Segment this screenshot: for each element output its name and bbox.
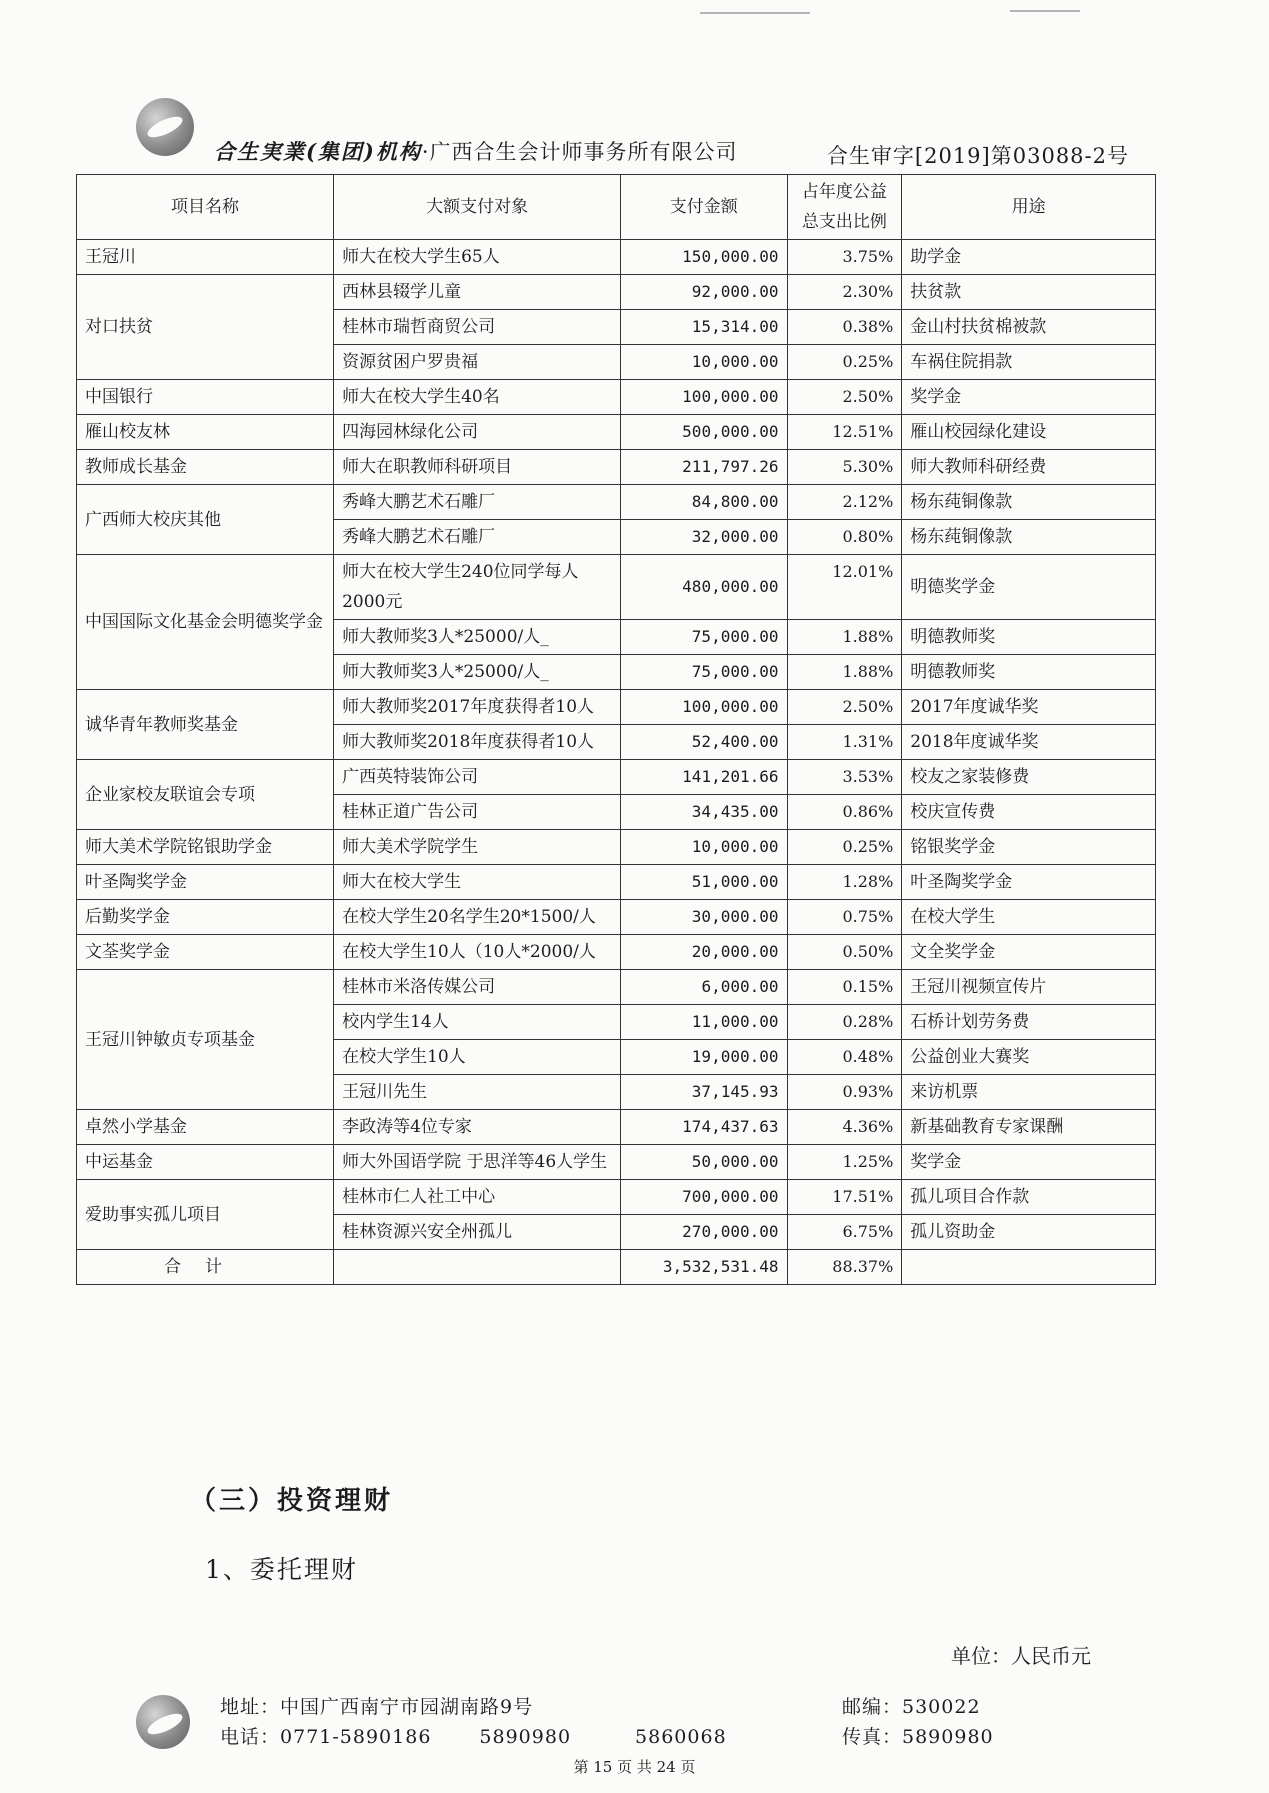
percentage-cell: 0.48% <box>787 1040 902 1075</box>
payee-cell: 在校大学生10人（10人*2000/人 <box>334 935 621 970</box>
footer-fax: 传真：5890980 <box>842 1726 994 1748</box>
footer-phone-1: 0771-5890186 <box>280 1726 432 1748</box>
payee-cell: 王冠川先生 <box>334 1075 621 1110</box>
usage-cell: 奖学金 <box>902 1145 1156 1180</box>
total-label: 合计 <box>77 1250 334 1285</box>
firm-name-header <box>214 136 738 166</box>
percentage-cell: 3.53% <box>787 760 902 795</box>
amount-cell: 150,000.00 <box>621 240 787 275</box>
page-number: 第 15 页 共 24 页 <box>573 1758 696 1776</box>
amount-cell: 270,000.00 <box>621 1215 787 1250</box>
amount-cell: 84,800.00 <box>621 485 787 520</box>
percentage-cell: 0.50% <box>787 935 902 970</box>
table-row <box>77 900 1156 935</box>
col-header-project: 项目名称 <box>77 175 334 240</box>
amount-cell: 10,000.00 <box>621 345 787 380</box>
usage-cell: 明德教师奖 <box>902 620 1156 655</box>
percentage-cell: 0.28% <box>787 1005 902 1040</box>
table-row <box>77 555 1156 620</box>
amount-cell: 32,000.00 <box>621 520 787 555</box>
payee-cell: 师大教师奖3人*25000/人_ <box>334 655 621 690</box>
payee-cell: 校内学生14人 <box>334 1005 621 1040</box>
percentage-cell: 2.50% <box>787 380 902 415</box>
usage-cell: 校友之家装修费 <box>902 760 1156 795</box>
project-name-cell: 卓然小学基金 <box>77 1110 334 1145</box>
project-name-cell: 企业家校友联谊会专项 <box>77 760 334 830</box>
project-name-cell: 王冠川钟敏贞专项基金 <box>77 970 334 1110</box>
payee-cell: 师大在校大学生240位同学每人2000元 <box>334 555 621 620</box>
footer-postcode: 邮编：530022 <box>842 1696 981 1718</box>
table-row <box>77 415 1156 450</box>
payee-cell: 师大在校大学生40名 <box>334 380 621 415</box>
payee-cell: 秀峰大鹏艺术石雕厂 <box>334 520 621 555</box>
col-header-payee: 大额支付对象 <box>334 175 621 240</box>
amount-cell: 92,000.00 <box>621 275 787 310</box>
total-percentage: 88.37% <box>787 1250 902 1285</box>
payee-cell: 桂林市米洛传媒公司 <box>334 970 621 1005</box>
amount-cell: 500,000.00 <box>621 415 787 450</box>
usage-cell: 新基础教育专家课酬 <box>902 1110 1156 1145</box>
payee-cell: 资源贫困户罗贵福 <box>334 345 621 380</box>
amount-cell: 211,797.26 <box>621 450 787 485</box>
payee-cell: 桂林资源兴安全州孤儿 <box>334 1215 621 1250</box>
payee-cell: 师大在职教师科研项目 <box>334 450 621 485</box>
total-payee-empty <box>334 1250 621 1285</box>
table-header-row <box>77 175 1156 240</box>
amount-cell: 19,000.00 <box>621 1040 787 1075</box>
table-row <box>77 760 1156 795</box>
firm-name: ·广西合生会计师事务所有限公司 <box>421 140 738 164</box>
percentage-cell: 3.75% <box>787 240 902 275</box>
amount-cell: 700,000.00 <box>621 1180 787 1215</box>
percentage-cell: 2.12% <box>787 485 902 520</box>
payee-cell: 师大教师奖3人*25000/人_ <box>334 620 621 655</box>
footer-phones <box>220 1722 727 1749</box>
amount-cell: 100,000.00 <box>621 380 787 415</box>
total-row <box>77 1250 1156 1285</box>
payee-cell: 桂林市瑞哲商贸公司 <box>334 310 621 345</box>
footer-logo <box>136 1695 190 1749</box>
amount-cell: 50,000.00 <box>621 1145 787 1180</box>
col-header-usage: 用途 <box>902 175 1156 240</box>
project-name-cell: 文荃奖学金 <box>77 935 334 970</box>
usage-cell: 来访机票 <box>902 1075 1156 1110</box>
project-name-cell: 王冠川 <box>77 240 334 275</box>
project-name-cell: 教师成长基金 <box>77 450 334 485</box>
percentage-cell: 6.75% <box>787 1215 902 1250</box>
scan-artifact <box>1010 10 1080 12</box>
project-name-cell: 中运基金 <box>77 1145 334 1180</box>
project-name-cell: 诚华青年教师奖基金 <box>77 690 334 760</box>
firm-logo <box>136 98 194 156</box>
amount-cell: 20,000.00 <box>621 935 787 970</box>
percentage-cell: 1.28% <box>787 865 902 900</box>
subsection-heading: 1、委托理财 <box>205 1555 358 1584</box>
amount-cell: 52,400.00 <box>621 725 787 760</box>
percentage-cell: 17.51% <box>787 1180 902 1215</box>
percentage-cell: 0.93% <box>787 1075 902 1110</box>
expenditure-table <box>76 174 1156 1285</box>
usage-cell: 2018年度诚华奖 <box>902 725 1156 760</box>
table-row <box>77 275 1156 310</box>
amount-cell: 15,314.00 <box>621 310 787 345</box>
percentage-cell: 1.31% <box>787 725 902 760</box>
payee-cell: 师大教师奖2017年度获得者10人 <box>334 690 621 725</box>
amount-cell: 100,000.00 <box>621 690 787 725</box>
footer-phone-3: 5860068 <box>635 1726 727 1748</box>
payee-cell: 西林县辍学儿童 <box>334 275 621 310</box>
percentage-cell: 5.30% <box>787 450 902 485</box>
total-usage-empty <box>902 1250 1156 1285</box>
percentage-cell: 12.01% <box>787 555 902 620</box>
percentage-cell: 0.75% <box>787 900 902 935</box>
percentage-cell: 1.88% <box>787 620 902 655</box>
amount-cell: 480,000.00 <box>621 555 787 620</box>
amount-cell: 174,437.63 <box>621 1110 787 1145</box>
footer-phone-2: 5890980 <box>479 1726 572 1748</box>
footer-phone-label: 电话： <box>220 1726 281 1748</box>
percentage-cell: 2.30% <box>787 275 902 310</box>
payee-cell: 在校大学生20名学生20*1500/人 <box>334 900 621 935</box>
payee-cell: 师大在校大学生65人 <box>334 240 621 275</box>
payee-cell: 秀峰大鹏艺术石雕厂 <box>334 485 621 520</box>
col-header-amount: 支付金额 <box>621 175 787 240</box>
amount-cell: 11,000.00 <box>621 1005 787 1040</box>
percentage-cell: 0.38% <box>787 310 902 345</box>
usage-cell: 文全奖学金 <box>902 935 1156 970</box>
usage-cell: 助学金 <box>902 240 1156 275</box>
amount-cell: 37,145.93 <box>621 1075 787 1110</box>
amount-cell: 141,201.66 <box>621 760 787 795</box>
usage-cell: 明德奖学金 <box>902 555 1156 620</box>
usage-cell: 杨东莼铜像款 <box>902 520 1156 555</box>
project-name-cell: 叶圣陶奖学金 <box>77 865 334 900</box>
total-amount: 3,532,531.48 <box>621 1250 787 1285</box>
usage-cell: 王冠川视频宣传片 <box>902 970 1156 1005</box>
percentage-cell: 1.25% <box>787 1145 902 1180</box>
section-heading: （三）投资理财 <box>190 1486 394 1516</box>
table-row <box>77 485 1156 520</box>
usage-cell: 奖学金 <box>902 380 1156 415</box>
table-row <box>77 1145 1156 1180</box>
amount-cell: 6,000.00 <box>621 970 787 1005</box>
percentage-cell: 0.25% <box>787 345 902 380</box>
project-name-cell: 中国国际文化基金会明德奖学金 <box>77 555 334 690</box>
usage-cell: 孤儿资助金 <box>902 1215 1156 1250</box>
firm-script-name: 合生実業(集团)机构 <box>214 139 422 164</box>
usage-cell: 2017年度诚华奖 <box>902 690 1156 725</box>
payee-cell: 师大在校大学生 <box>334 865 621 900</box>
usage-cell: 明德教师奖 <box>902 655 1156 690</box>
usage-cell: 在校大学生 <box>902 900 1156 935</box>
document-number: 合生审字[2019]第03088-2号 <box>826 144 1129 168</box>
payee-cell: 师大教师奖2018年度获得者10人 <box>334 725 621 760</box>
table-row <box>77 935 1156 970</box>
payee-cell: 师大外国语学院 于思洋等46人学生 <box>334 1145 621 1180</box>
percentage-cell: 2.50% <box>787 690 902 725</box>
project-name-cell: 后勤奖学金 <box>77 900 334 935</box>
col-header-ratio: 占年度公益总支出比例 <box>787 175 902 240</box>
usage-cell: 雁山校园绿化建设 <box>902 415 1156 450</box>
project-name-cell: 雁山校友林 <box>77 415 334 450</box>
usage-cell: 孤儿项目合作款 <box>902 1180 1156 1215</box>
payee-cell: 桂林正道广告公司 <box>334 795 621 830</box>
currency-unit: 单位：人民币元 <box>951 1644 1091 1668</box>
usage-cell: 校庆宣传费 <box>902 795 1156 830</box>
amount-cell: 51,000.00 <box>621 865 787 900</box>
amount-cell: 75,000.00 <box>621 620 787 655</box>
amount-cell: 75,000.00 <box>621 655 787 690</box>
table-row <box>77 450 1156 485</box>
usage-cell: 公益创业大赛奖 <box>902 1040 1156 1075</box>
usage-cell: 扶贫款 <box>902 275 1156 310</box>
project-name-cell: 广西师大校庆其他 <box>77 485 334 555</box>
payee-cell: 在校大学生10人 <box>334 1040 621 1075</box>
percentage-cell: 0.86% <box>787 795 902 830</box>
payee-cell: 桂林市仁人社工中心 <box>334 1180 621 1215</box>
payee-cell: 师大美术学院学生 <box>334 830 621 865</box>
table-row <box>77 690 1156 725</box>
usage-cell: 石桥计划劳务费 <box>902 1005 1156 1040</box>
scan-artifact <box>700 12 810 14</box>
usage-cell: 杨东莼铜像款 <box>902 485 1156 520</box>
usage-cell: 师大教师科研经费 <box>902 450 1156 485</box>
project-name-cell: 爱助事实孤儿项目 <box>77 1180 334 1250</box>
table-row <box>77 380 1156 415</box>
table-row <box>77 830 1156 865</box>
amount-cell: 30,000.00 <box>621 900 787 935</box>
payee-cell: 广西英特装饰公司 <box>334 760 621 795</box>
project-name-cell: 对口扶贫 <box>77 275 334 380</box>
table-row <box>77 970 1156 1005</box>
footer-address: 地址：中国广西南宁市园湖南路9号 <box>220 1696 534 1718</box>
percentage-cell: 1.88% <box>787 655 902 690</box>
percentage-cell: 0.80% <box>787 520 902 555</box>
usage-cell: 叶圣陶奖学金 <box>902 865 1156 900</box>
amount-cell: 34,435.00 <box>621 795 787 830</box>
project-name-cell: 师大美术学院铭银助学金 <box>77 830 334 865</box>
percentage-cell: 0.25% <box>787 830 902 865</box>
table-row <box>77 865 1156 900</box>
payee-cell: 四海园林绿化公司 <box>334 415 621 450</box>
percentage-cell: 4.36% <box>787 1110 902 1145</box>
table-row <box>77 1110 1156 1145</box>
project-name-cell: 中国银行 <box>77 380 334 415</box>
usage-cell: 金山村扶贫棉被款 <box>902 310 1156 345</box>
payee-cell: 李政涛等4位专家 <box>334 1110 621 1145</box>
percentage-cell: 12.51% <box>787 415 902 450</box>
usage-cell: 铭银奖学金 <box>902 830 1156 865</box>
percentage-cell: 0.15% <box>787 970 902 1005</box>
table-row <box>77 240 1156 275</box>
table-row <box>77 1180 1156 1215</box>
usage-cell: 车祸住院捐款 <box>902 345 1156 380</box>
amount-cell: 10,000.00 <box>621 830 787 865</box>
